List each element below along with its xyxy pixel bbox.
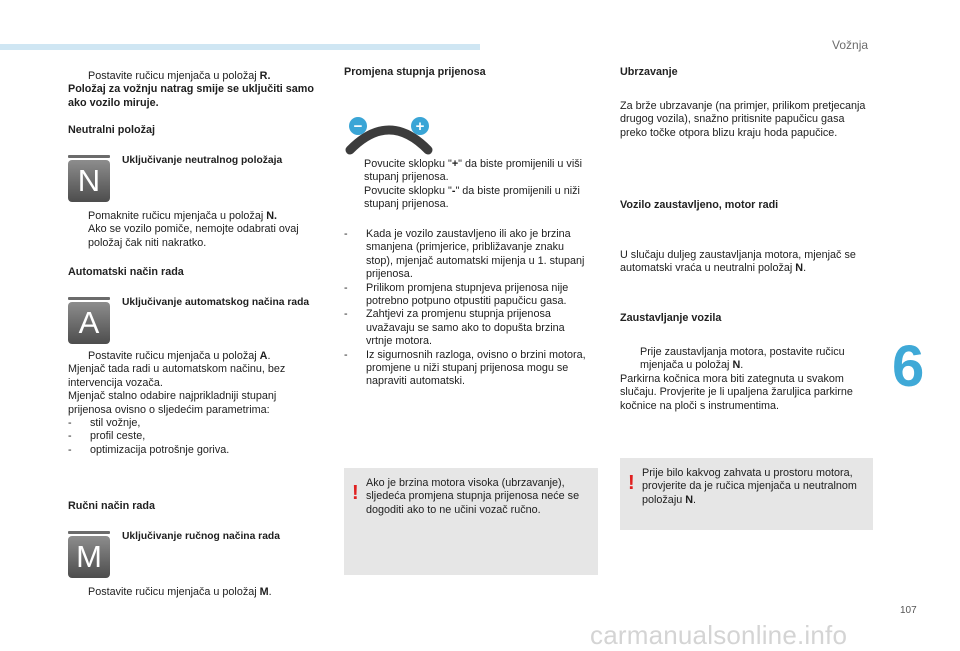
heading-manual: Ručni način rada xyxy=(68,500,155,512)
bullet-icon xyxy=(68,350,88,363)
neutral-label: Uključivanje neutralnog položaja xyxy=(122,155,283,166)
bullet-icon xyxy=(68,586,88,599)
list-item: - optimizacija potrošnje goriva. xyxy=(68,443,230,456)
bullet-icon xyxy=(344,185,364,212)
stopping-instructions: Prije zaustavljanja motora, postavite ručicu mjenjača u položaj N. Parkirna kočnica mora biti zategnuta u svakom slučaju. Provjerite je li upaljena žaruljica parkirne kočnice na ploči s instrumentima. xyxy=(620,346,853,412)
heading-vehicle-stopped: Vozilo zaustavljeno, motor radi xyxy=(620,199,779,211)
heading-acceleration: Ubrzavanje xyxy=(620,66,678,78)
list-item: - stil vožnje, xyxy=(68,417,141,430)
list-item: - profil ceste, xyxy=(68,430,146,443)
page-number: 107 xyxy=(900,605,917,616)
warning-text: Prije bilo kakvog zahvata u prostoru motora, provjerite da je ručica mjenjača u neutralnom položaju N. xyxy=(642,467,857,506)
heading-neutral: Neutralni položaj xyxy=(68,124,155,136)
section-title: Vožnja xyxy=(832,38,869,52)
warning-box xyxy=(620,458,873,530)
list-item: - Iz sigurnosnih razloga, ovisno o brzini motora, promjene u niži stupanj prijenosa mogu se napraviti automatski. xyxy=(344,348,586,388)
heading-stopping-vehicle: Zaustavljanje vozila xyxy=(620,312,722,324)
chapter-number: 6 xyxy=(892,334,925,399)
manual-label: Uključivanje ručnog načina rada xyxy=(122,531,280,542)
intro-block: Postavite ručicu mjenjača u položaj R. Položaj za vožnju natrag smije se uključiti samo ako vozilo miruje. xyxy=(68,70,320,110)
list-item: - Zahtjevi za promjenu stupnja prijenosa uvažavaju se samo ako to dopušta brzina vrtnje motora. xyxy=(344,308,565,348)
stopped-text: U slučaju duljeg zaustavljanja motora, mjenjač se automatski vraća u neutralni položaj N. xyxy=(620,249,856,275)
intro-warning-text: Položaj za vožnju natrag smije se uključiti samo ako vozilo miruje. xyxy=(68,83,314,109)
paddle-instructions: Povucite sklopku "+" da biste promijenili u viši stupanj prijenosa. Povucite sklopku "-" da biste promijenili u niži stupanj prijenosa. xyxy=(344,158,594,212)
automatic-label: Uključivanje automatskog načina rada xyxy=(122,297,310,308)
acceleration-text: Za brže ubrzavanje (na primjer, prilikom pretjecanja drugog vozila), snažno pritisnite papučicu gasa preko točke otpora blizu kraju hoda papučice. xyxy=(620,100,866,139)
heading-gear-change: Promjena stupnja prijenosa xyxy=(344,66,486,78)
bullet-icon xyxy=(620,346,640,373)
header-bar xyxy=(0,44,480,50)
list-item: - Kada je vozilo zaustavljeno ili ako je brzina smanjena (primjerice, približavanje znaku stop), mjenjač automatski mijenja u 1. stupanj prijenosa. xyxy=(344,228,585,281)
list-item: - Prilikom promjena stupnjeva prijenosa nije potrebno potpuno otpustiti papučicu gasa. xyxy=(344,281,569,308)
manual-badge-icon: M xyxy=(68,536,110,578)
warning-icon: ! xyxy=(352,482,359,504)
heading-automatic: Automatski način rada xyxy=(68,266,184,278)
automatic-badge-icon: A xyxy=(68,302,110,344)
warning-text: Ako je brzina motora visoka (ubrzavanje), sljedeća promjena stupnja prijenosa neće se dogoditi ako to ne učini vozač ručno. xyxy=(366,477,580,516)
neutral-instructions: Pomaknite ručicu mjenjača u položaj N. Ako se vozilo pomiče, nemojte odabrati ovaj položaj čak niti nakratko. xyxy=(68,210,322,250)
bullet-icon xyxy=(68,70,88,83)
bullet-icon xyxy=(68,210,88,250)
steering-paddles-icon xyxy=(344,112,434,156)
automatic-instructions: Postavite ručicu mjenjača u položaj A. Mjenjač tada radi u automatskom načinu, bez intervencija vozača. Mjenjač stalno odabire najprikladniji stupanj prijenosa ovisno o sljedećim parametrima: - stil vožnje, - profil ceste, - optimizacija potrošnje goriva. xyxy=(68,350,322,457)
gear-notes xyxy=(344,228,594,389)
neutral-badge-icon: N xyxy=(68,160,110,202)
paddle-plus-label: + xyxy=(415,118,425,135)
watermark: carmanualsonline.info xyxy=(590,620,848,650)
paddle-minus-label: − xyxy=(353,118,363,135)
bullet-icon xyxy=(344,158,364,185)
warning-icon: ! xyxy=(628,472,635,494)
warning-box xyxy=(344,468,598,575)
manual-instructions: Postavite ručicu mjenjača u položaj M. xyxy=(68,586,322,599)
